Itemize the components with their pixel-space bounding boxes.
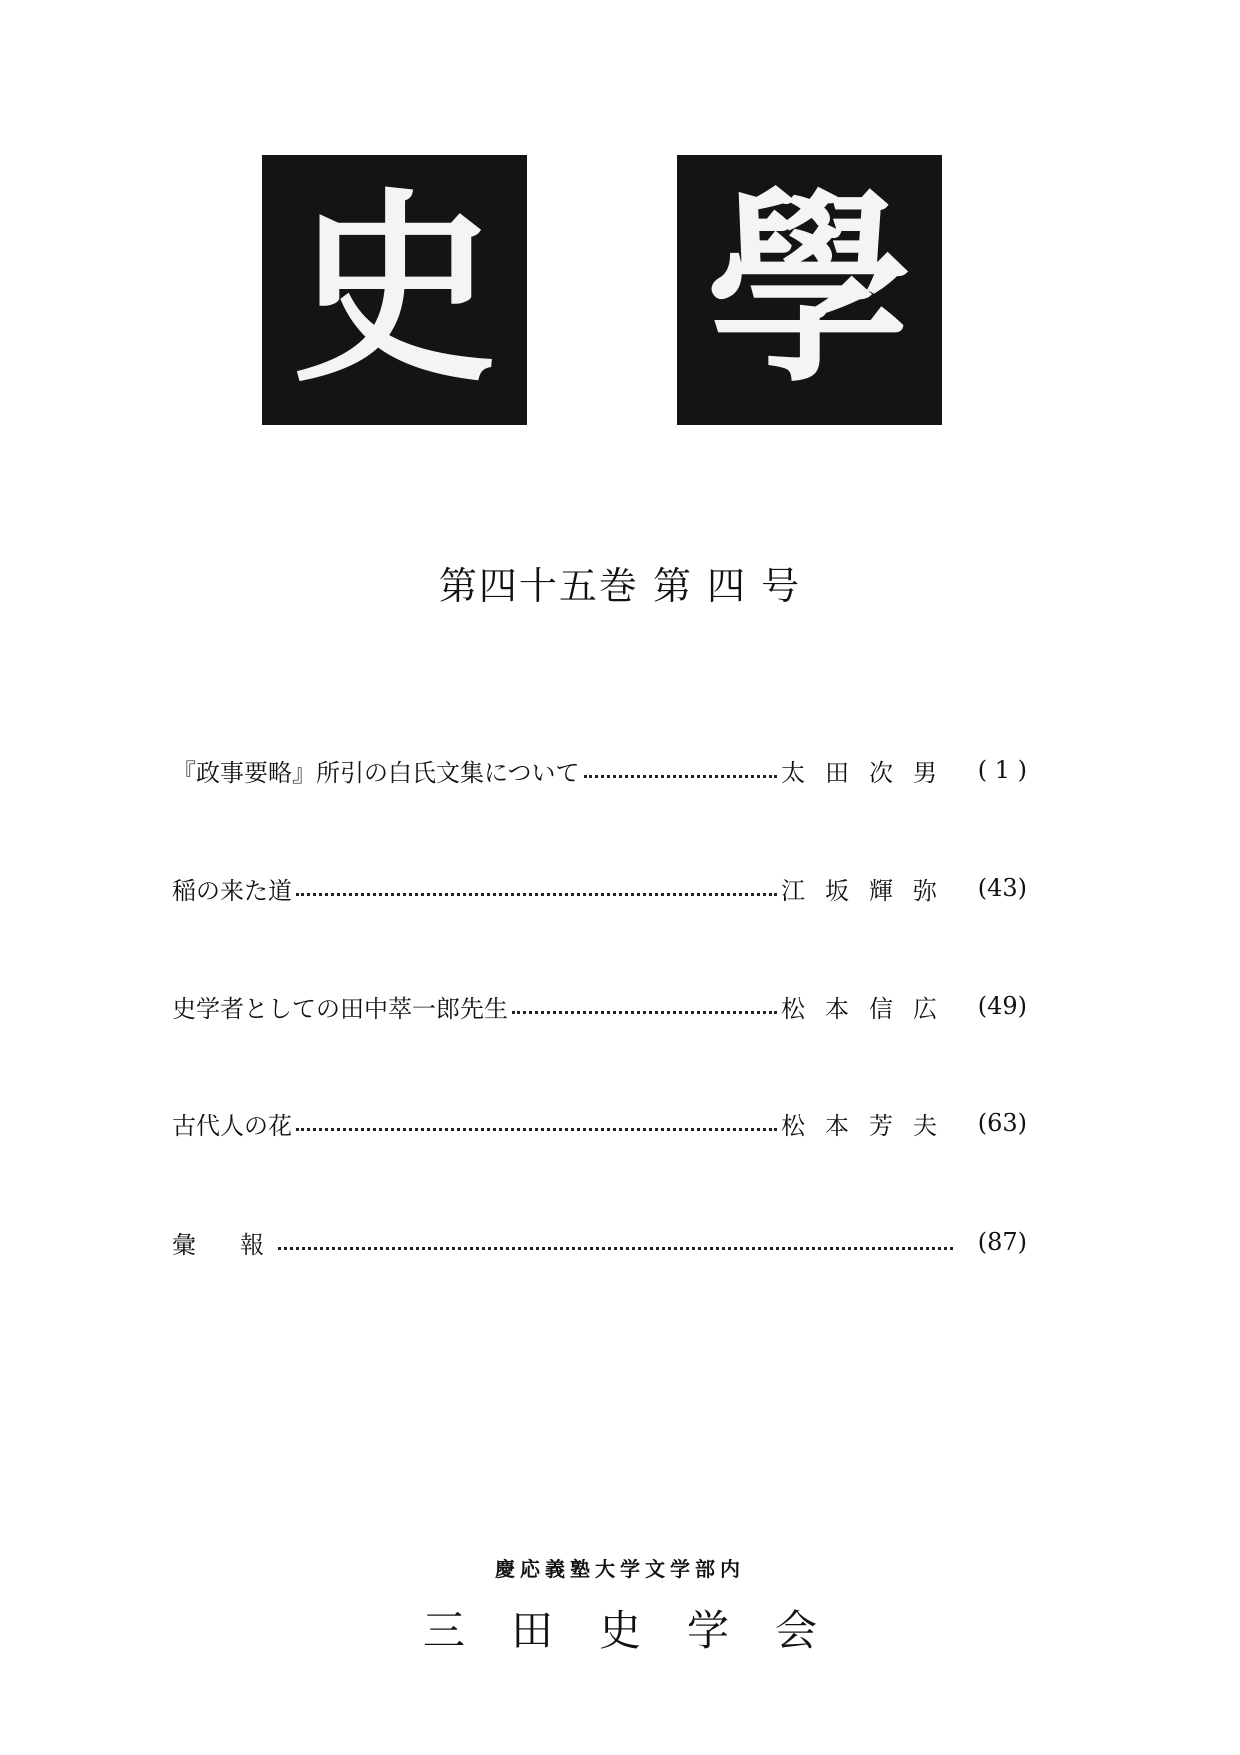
toc-entry-page: (43) [977,874,1027,902]
journal-title-box-1 [262,155,527,425]
publisher-affiliation: 慶応義塾大学文学部内 [495,1557,745,1581]
toc-entry-title: 『政事要略』所引の白氏文集について [172,758,580,787]
journal-title-char-2: 學 [707,169,912,410]
toc-leader-dots [278,1247,953,1250]
toc-entry-author: 江坂輝弥 [781,876,957,905]
toc-entry-page: (49) [977,992,1027,1020]
toc-entry-page: (63) [977,1109,1027,1137]
issue-number: 第四十五巻 第 四 号 [438,564,802,608]
toc-entry-title: 史学者としての田中萃一郎先生 [172,994,508,1023]
toc-entry-title: 稲の来た道 [172,876,292,905]
toc-entry-author: 太田次男 [781,758,957,787]
toc-entry-author: 松本芳夫 [781,1111,957,1140]
toc-leader-dots [512,1011,777,1014]
journal-title-char-1: 史 [292,169,497,410]
toc-leader-dots [296,1128,777,1131]
journal-title-box-2 [677,155,942,425]
toc-entry[interactable] [172,750,1027,790]
toc-entry-title: 彙 報 [172,1230,274,1259]
toc-leader-dots [296,893,777,896]
toc-entry[interactable] [172,986,1027,1026]
toc-entry-author: 松本信広 [781,994,957,1023]
toc-entry[interactable] [172,1222,1027,1262]
publisher-name: 三田史学会 [422,1606,863,1655]
toc-entry[interactable] [172,1103,1027,1143]
toc-entry[interactable] [172,868,1027,908]
toc-entry-title: 古代人の花 [172,1111,292,1140]
toc-entry-page: (87) [977,1228,1027,1256]
toc-entry-page: ( 1 ) [977,756,1027,784]
toc-leader-dots [584,775,777,778]
